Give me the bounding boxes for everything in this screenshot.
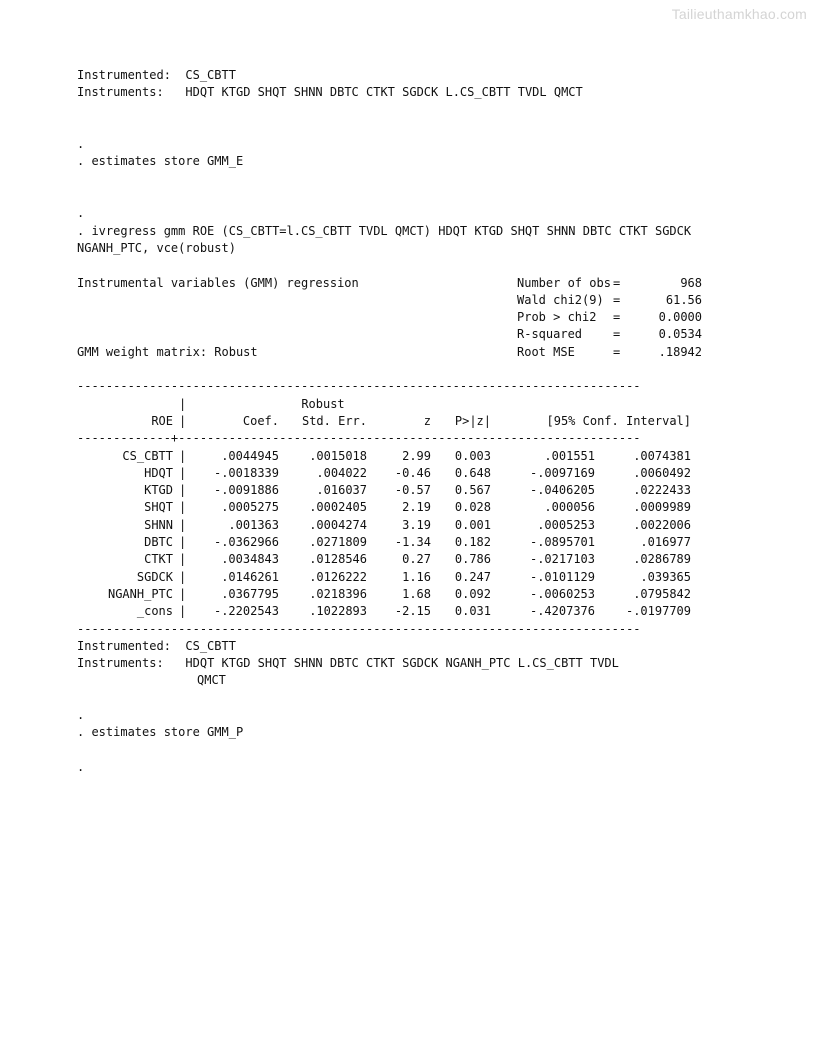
table-header-robust-row [77,396,691,413]
ci-upper-value: .0286789 [633,552,691,567]
z-value: -0.46 [394,465,431,480]
header-p-value: P>|z| [454,413,491,428]
std-err-value: .0004274 [309,517,367,532]
coef-value: .0034843 [221,552,279,567]
stat-label: Wald chi2(9) [517,292,604,307]
row-label: SHQT [144,500,173,515]
row-label: SHNN [144,517,173,532]
ci-upper-value: .0009989 [633,500,691,515]
prompt-dot: . [77,707,85,722]
instrumented-line [77,67,777,84]
stat-number-of-obs [517,275,702,292]
std-err-value: .0218396 [309,586,367,601]
ivregress-command-line2: NGANH_PTC, vce(robust) [77,240,236,255]
z-value: 2.19 [402,500,431,515]
row-label: KTGD [144,483,173,498]
prompt-dot: . [77,206,85,221]
stat-eq: = [613,310,621,325]
prompt-dot: . [77,137,85,152]
instruments-line-continued: QMCT [197,673,226,688]
regression-header-row-3 [77,309,777,326]
column-separator: | [179,413,187,428]
instrumented-label: Instrumented: [77,638,171,653]
z-value: -1.34 [394,535,431,550]
table-row [77,586,691,603]
coef-value: -.0362966 [213,535,279,550]
instrumented-label: Instrumented: [77,68,171,82]
column-separator: | [179,500,187,515]
ivregress-command-line1: . ivregress gmm ROE (CS_CBTT=l.CS_CBTT TVDL QMCT) HDQT KTGD SHQT SHNN DBTC CTKT SGDCK [77,223,692,238]
ci-upper-value: .0795842 [633,586,691,601]
coefficient-table [77,396,691,431]
z-value: -2.15 [394,604,431,619]
instrumented-line [77,638,777,655]
stat-value: 0.0000 [658,310,702,325]
table-row [77,534,691,551]
p-value: 0.028 [454,500,491,515]
instruments-line [77,655,777,672]
instruments-value: HDQT KTGD SHQT SHNN DBTC CTKT SGDCK NGANH_PTC L.CS_CBTT TVDL [185,656,619,671]
row-label: _cons [136,604,173,619]
instrumented-value: CS_CBTT [185,638,236,653]
watermark: Tailieuthamkhao.com [671,6,807,22]
column-separator: | [179,586,187,601]
ci-upper-value: .0060492 [633,465,691,480]
regression-header-row-4 [77,326,777,343]
ci-lower-value: -.0406205 [529,483,595,498]
ci-lower-value: .000056 [544,500,595,515]
z-value: 3.19 [402,517,431,532]
coef-value: .001363 [228,517,279,532]
table-row [77,551,691,568]
ci-lower-value: -.0895701 [529,535,595,550]
column-separator: | [179,604,187,619]
stat-label: Number of obs [517,275,611,290]
table-rule-top: ------------------------------------------------------------------------------ [77,379,641,394]
ci-upper-value: .039365 [640,569,691,584]
coef-value: .0367795 [221,586,279,601]
stat-wald-chi2 [517,292,702,309]
coef-value: -.0018339 [213,465,279,480]
regression-header-row-5 [77,344,777,361]
header-z: z [423,413,431,428]
header-std-err: Std. Err. [301,413,367,428]
row-label: CTKT [144,552,173,567]
stat-root-mse [517,344,702,361]
coef-value: -.2202543 [213,604,279,619]
stat-label: Prob > chi2 [517,310,597,325]
header-coef: Coef. [242,413,279,428]
regression-header-row-1 [77,275,777,292]
ci-lower-value: .001551 [544,448,595,463]
p-value: 0.567 [454,483,491,498]
p-value: 0.247 [454,569,491,584]
coefficient-rows [77,448,691,621]
column-separator: | [179,517,187,532]
p-value: 0.001 [454,517,491,532]
column-separator: | [179,396,187,411]
instruments-value: HDQT KTGD SHQT SHNN DBTC CTKT SGDCK L.CS_CBTT TVDL QMCT [185,85,583,100]
ci-upper-value: .0074381 [633,448,691,463]
stat-value: .18942 [658,344,702,359]
table-row [77,569,691,586]
stat-prob-chi2 [517,309,702,326]
instruments-line [77,84,777,101]
column-separator: | [179,448,187,463]
stat-eq: = [613,275,621,290]
p-value: 0.182 [454,535,491,550]
coef-value: .0146261 [221,569,279,584]
store-gmm-p-command: . estimates store GMM_P [77,725,244,740]
std-err-value: .0128546 [309,552,367,567]
std-err-value: .004022 [316,465,367,480]
row-label: SGDCK [136,569,173,584]
p-value: 0.648 [454,465,491,480]
column-separator: | [179,569,187,584]
stat-value: 968 [680,275,702,290]
ci-lower-value: -.0060253 [529,586,595,601]
instruments-label: Instruments: [77,85,164,100]
std-err-value: .0015018 [309,448,367,463]
z-value: 0.27 [402,552,431,567]
z-value: 1.16 [402,569,431,584]
coef-value: .0005275 [221,500,279,515]
regression-title: Instrumental variables (GMM) regression [77,275,359,290]
ci-lower-value: -.0217103 [529,552,595,567]
store-gmm-e-command: . estimates store GMM_E [77,154,244,169]
instruments-label: Instruments: [77,656,164,671]
stat-label: R-squared [517,327,583,342]
regression-header-row-2 [77,292,777,309]
p-value: 0.003 [454,448,491,463]
prompt-dot: . [77,759,85,774]
instrumented-value: CS_CBTT [185,68,236,82]
table-row [77,465,691,482]
table-row [77,603,691,620]
stat-eq: = [613,292,621,307]
gmm-weight-matrix: GMM weight matrix: Robust [77,344,258,359]
p-value: 0.786 [454,552,491,567]
stat-value: 61.56 [665,292,702,307]
column-separator: | [179,483,187,498]
ci-upper-value: .016977 [640,535,691,550]
table-rule-bottom: ------------------------------------------------------------------------------ [77,621,641,636]
ci-upper-value: .0222433 [633,483,691,498]
robust-header: Robust [301,396,345,411]
stat-label: Root MSE [517,344,575,359]
table-header-row [77,413,691,430]
ci-lower-value: -.4207376 [529,604,595,619]
z-value: 1.68 [402,586,431,601]
std-err-value: .0271809 [309,535,367,550]
ci-lower-value: .0005253 [537,517,595,532]
header-conf-interval: [95% Conf. Interval] [546,413,691,428]
stat-value: 0.0534 [658,327,702,342]
p-value: 0.031 [454,604,491,619]
header-dependent-var: ROE [151,413,173,428]
row-label: HDQT [144,465,173,480]
std-err-value: .0126222 [309,569,367,584]
p-value: 0.092 [454,586,491,601]
stat-eq: = [613,327,621,342]
ci-lower-value: -.0101129 [529,569,595,584]
coef-value: .0044945 [221,448,279,463]
z-value: 2.99 [402,448,431,463]
row-label: DBTC [144,535,173,550]
column-separator: | [179,552,187,567]
stat-eq: = [613,344,621,359]
column-separator: | [179,465,187,480]
table-row [77,517,691,534]
column-separator: | [179,535,187,550]
std-err-value: .0002405 [309,500,367,515]
ci-lower-value: -.0097169 [529,465,595,480]
table-rule-mid: -------------+---------------------------------------------------------------- [77,431,641,446]
table-row [77,482,691,499]
stata-output [77,67,777,776]
ci-upper-value: -.0197709 [625,604,691,619]
row-label: NGANH_PTC [107,586,173,601]
std-err-value: .016037 [316,483,367,498]
coef-value: -.0091886 [213,483,279,498]
z-value: -0.57 [394,483,431,498]
table-row [77,448,691,465]
stat-r-squared [517,326,702,343]
std-err-value: .1022893 [309,604,367,619]
row-label: CS_CBTT [122,448,173,463]
table-row [77,499,691,516]
ci-upper-value: .0022006 [633,517,691,532]
